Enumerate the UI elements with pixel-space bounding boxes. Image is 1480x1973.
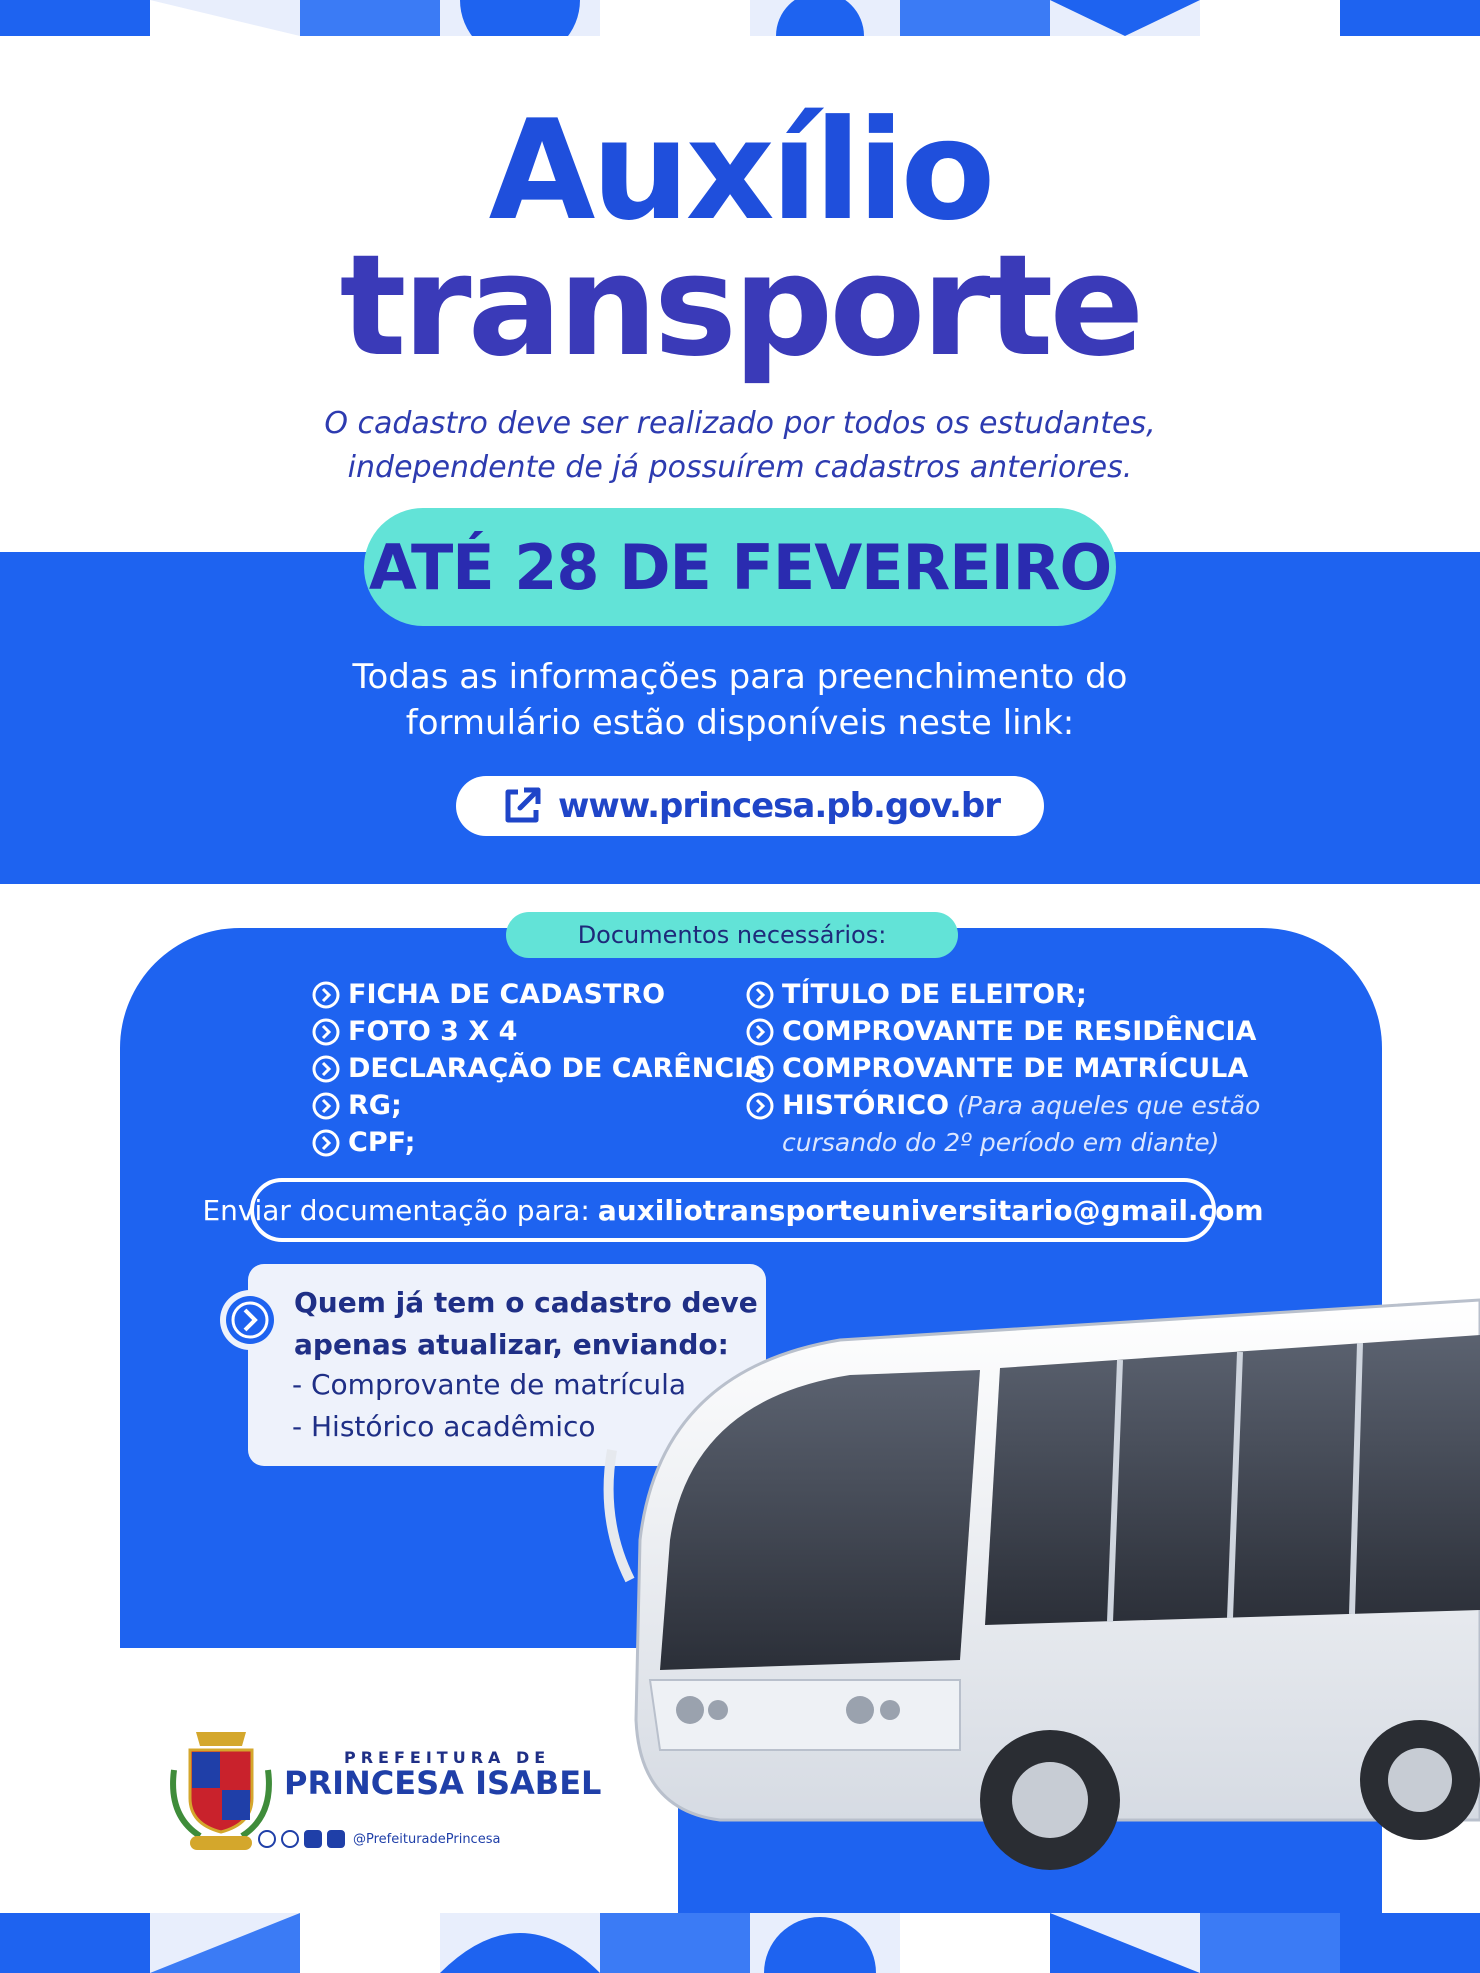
title-line-2: transporte <box>339 225 1141 388</box>
chevron-right-icon <box>312 1092 340 1120</box>
bus-image <box>600 1280 1480 1880</box>
subtitle-line-2: independente de já possuírem cadastros anteriores. <box>347 450 1133 485</box>
info-text <box>0 654 1480 746</box>
list-item <box>312 976 765 1013</box>
chevron-icon <box>258 1830 276 1848</box>
documents-list-right <box>746 976 1260 1161</box>
list-item: - Histórico acadêmico <box>292 1410 596 1443</box>
chevron-right-icon <box>746 1055 774 1083</box>
website-link[interactable] <box>456 776 1044 836</box>
info-line-2: formulário estão disponíveis neste link: <box>405 703 1075 743</box>
document-name: FICHA DE CADASTRO <box>348 979 666 1010</box>
chevron-right-icon <box>312 1018 340 1046</box>
instagram-icon[interactable] <box>327 1830 345 1848</box>
list-item <box>312 1087 765 1124</box>
top-decorative-pattern <box>0 0 1480 36</box>
chevron-right-icon <box>312 1129 340 1157</box>
email-address[interactable]: auxiliotransporteuniversitario@gmail.com <box>597 1193 1264 1227</box>
chevron-icon <box>281 1830 299 1848</box>
city-name: PRINCESA ISABEL <box>284 1764 602 1802</box>
external-link-icon <box>500 784 544 828</box>
list-item <box>312 1013 765 1050</box>
email-label: Enviar documentação para: <box>202 1193 590 1227</box>
list-item <box>312 1050 765 1087</box>
social-handle[interactable]: @PrefeituradePrincesa <box>353 1831 501 1847</box>
document-name: RG; <box>348 1090 402 1121</box>
chevron-right-icon <box>218 1288 282 1352</box>
chevron-right-icon <box>746 981 774 1009</box>
historico-note: (Para aqueles que estão <box>957 1091 1261 1120</box>
document-name: TÍTULO DE ELEITOR; <box>782 979 1087 1010</box>
list-item <box>746 1050 1260 1087</box>
chevron-right-icon <box>746 1018 774 1046</box>
document-name: COMPROVANTE DE RESIDÊNCIA <box>782 1016 1257 1047</box>
chevron-right-icon <box>312 1055 340 1083</box>
list-item <box>746 1013 1260 1050</box>
deadline-badge: ATÉ 28 DE FEVEREIRO <box>364 508 1116 626</box>
subtitle-line-1: O cadastro deve ser realizado por todos os estudantes, <box>324 406 1156 441</box>
subtitle <box>0 402 1480 490</box>
list-item <box>312 1124 765 1161</box>
website-url[interactable]: www.princesa.pb.gov.br <box>558 786 1000 826</box>
list-item <box>746 976 1260 1013</box>
document-name: CPF; <box>348 1127 416 1158</box>
update-title-line-2: apenas atualizar, enviando: <box>294 1328 729 1361</box>
update-title-line-1: Quem já tem o cadastro deve <box>294 1286 758 1319</box>
historico-note-continued: cursando do 2º período em diante) <box>782 1128 1220 1157</box>
list-item <box>746 1087 1260 1124</box>
email-banner <box>202 1178 1264 1242</box>
prefeitura-label: PREFEITURA DE <box>344 1748 551 1767</box>
document-name: DECLARAÇÃO DE CARÊNCIA <box>348 1053 766 1084</box>
social-links <box>258 1830 500 1848</box>
title-line-1: Auxílio <box>488 90 992 251</box>
list-item: - Comprovante de matrícula <box>292 1368 687 1401</box>
facebook-icon[interactable] <box>304 1830 322 1848</box>
documents-list-left <box>312 976 765 1161</box>
bottom-decorative-pattern <box>0 1913 1480 1973</box>
chevron-right-icon <box>746 1092 774 1120</box>
chevron-right-icon <box>312 981 340 1009</box>
documents-heading: Documentos necessários: <box>506 912 958 958</box>
document-name: HISTÓRICO <box>782 1090 950 1121</box>
document-name: FOTO 3 X 4 <box>348 1016 518 1047</box>
info-line-1: Todas as informações para preenchimento do <box>352 657 1128 697</box>
document-name: COMPROVANTE DE MATRÍCULA <box>782 1053 1249 1084</box>
